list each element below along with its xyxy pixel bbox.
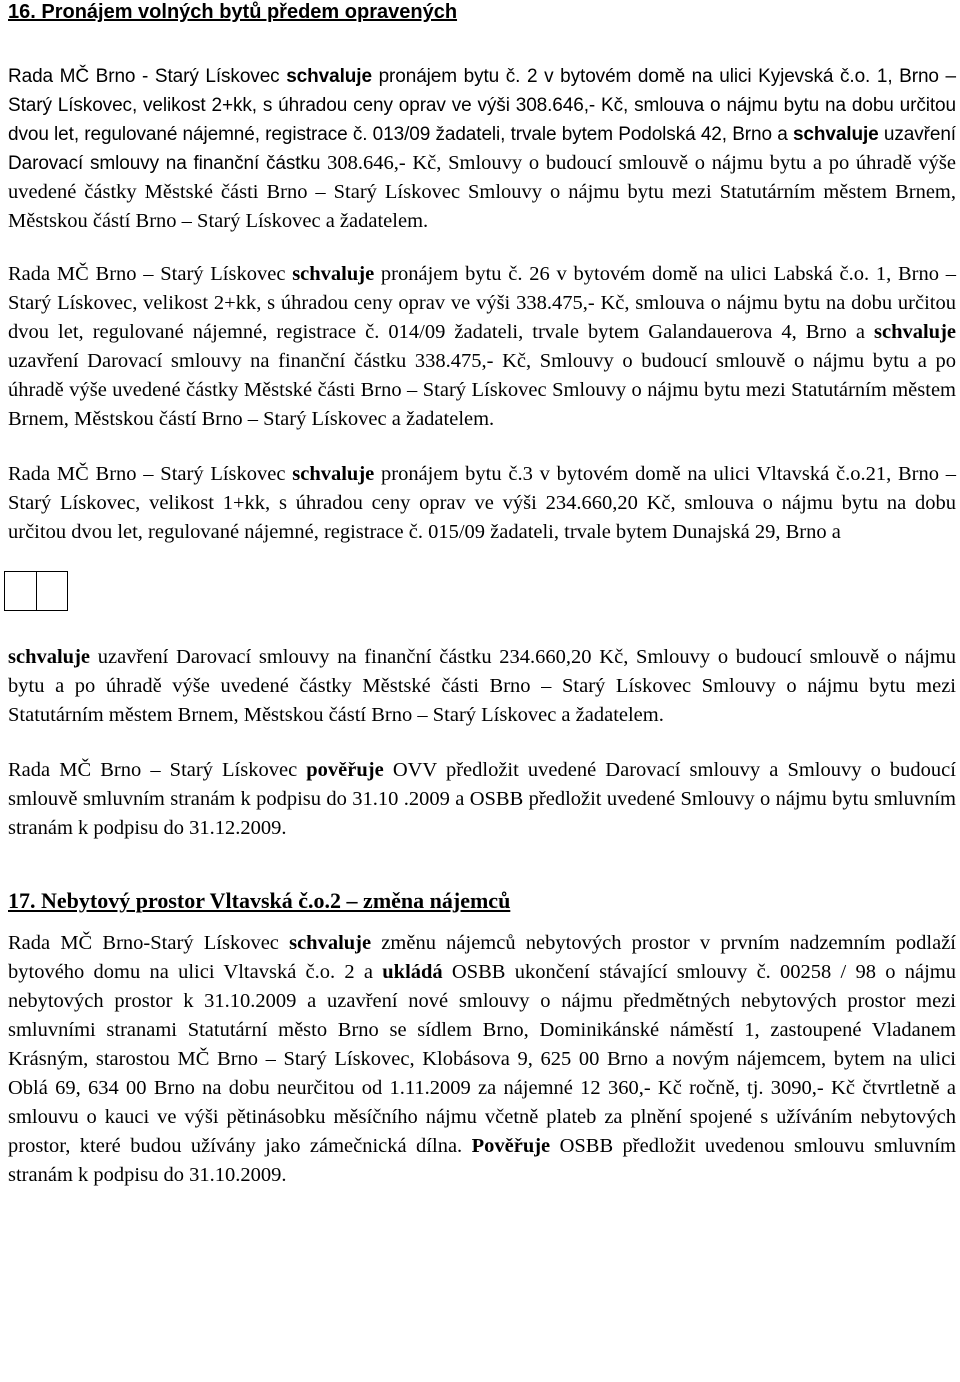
keyword-poveruje: Pověřuje <box>471 1135 551 1157</box>
keyword-schvaluje: schvaluje <box>286 66 372 87</box>
section-16-heading: 16. Pronájem volných bytů předem opravených <box>8 1 458 23</box>
section-16-paragraph-3 <box>8 460 956 547</box>
text-span: Rada MČ Brno-Starý Lískovec <box>8 932 290 954</box>
keyword-poveruje: pověřuje <box>306 759 384 781</box>
keyword-schvaluje: schvaluje <box>289 932 372 954</box>
table-cell <box>5 572 36 610</box>
section-17-heading: 17. Nebytový prostor Vltavská č.o.2 – změna nájemců <box>8 888 511 913</box>
text-span: Rada MČ Brno – Starý Lískovec <box>8 759 307 781</box>
section-16-paragraph-1 <box>8 62 956 236</box>
section-16-paragraph-2 <box>8 260 956 434</box>
text-span: pronájem bytu č. 26 v bytovém domě na ulici Labská č.o. 1, Brno – Starý Lískovec, velikost 2+kk, s úhradou ceny oprav ve výši 338.475,- Kč, smlouva o nájmu bytu na dobu určitou dvou let, regulované nájemné, registrace č. 014/09 žadateli, trvale bytem Galandauerova 4, Brno a <box>8 263 956 343</box>
document-page <box>8 0 956 1190</box>
text-span: OVV předložit uvedené Darovací smlouvy a Smlouvy o budoucí smlouvě smluvním stranám k podpisu do 31.10 .2009 a OSBB předložit uvedené Smlouvy o nájmu bytu smluvním stranám k podpisu do 31.12.2009. <box>8 759 956 839</box>
section-16-paragraph-4 <box>8 643 956 730</box>
text-span: pronájem bytu č.3 v bytovém domě na ulici Vltavská č.o.21, Brno – Starý Lískovec, velikost 1+kk, s úhradou ceny oprav ve výši 234.660,20 Kč, smlouva o nájmu bytu na dobu určitou dvou let, regulované nájemné, registrace č. 015/09 žadateli, trvale bytem Dunajská 29, Brno a <box>8 463 956 543</box>
section-16-paragraph-5 <box>8 756 956 843</box>
section-17-paragraph-1 <box>8 929 956 1190</box>
empty-table-cells <box>4 571 68 611</box>
text-span: OSBB ukončení stávající smlouvy č. 00258 / 98 o nájmu nebytových prostor k 31.10.2009 a uzavření nové smlouvy o nájmu předmětných nebytových prostor mezi smluvními stranami Statutární město Brno se sídlem Brno, Dominikánské náměstí 1, zastoupené Vladanem Krásným, starostou MČ Brno – Starý Lískovec, Klobásova 9, 625 00 Brno a novým nájemcem, bytem na ulici Oblá 69, 634 00 Brno na dobu neurčitou od 1.11.2009 za nájemné 12 360,- Kč ročně, tj. 3090,- Kč čtvrtletně a smlouvu o kauci ve výši pětinásobku měsíčního nájmu včetně plateb za plnění spojené s užíváním nebytových prostor, které budou užívány jako zámečnická dílna. <box>8 961 956 1157</box>
text-span: uzavření Darovací smlouvy na finanční částku <box>8 124 956 174</box>
keyword-schvaluje: schvaluje <box>8 646 90 668</box>
text-span: uzavření Darovací smlouvy na finanční částku 234.660,20 Kč, Smlouvy o budoucí smlouvě o nájmu bytu a po úhradě výše uvedené částky Městské části Brno – Starý Lískovec Smlouvy o nájmu bytu mezi Statutárním městem Brnem, Městskou částí Brno – Starý Lískovec a žadatelem. <box>8 646 956 726</box>
text-span: uzavření Darovací smlouvy na finanční částku 338.475,- Kč, Smlouvy o budoucí smlouvě o nájmu bytu a po úhradě výše uvedené částky Městské části Brno – Starý Lískovec Smlouvy o nájmu bytu mezi Statutárním městem Brnem, Městskou částí Brno – Starý Lískovec a žadatelem. <box>8 350 956 430</box>
keyword-schvaluje: schvaluje <box>874 321 956 343</box>
keyword-uklada: ukládá <box>382 961 443 983</box>
keyword-schvaluje: schvaluje <box>292 463 375 485</box>
text-span: Rada MČ Brno – Starý Lískovec <box>8 263 293 285</box>
keyword-schvaluje: schvaluje <box>792 124 879 145</box>
text-span: Rada MČ Brno - Starý Lískovec <box>8 66 287 87</box>
keyword-schvaluje: schvaluje <box>292 263 375 285</box>
text-span: OSBB předložit uvedenou smlouvu smluvním stranám k podpisu do 31.10.2009. <box>8 1135 956 1186</box>
text-span: pronájem bytu č. 2 v bytovém domě na ulici Kyjevská č.o. 1, Brno – Starý Lískovec, velikost 2+kk, s úhradou ceny oprav ve výši 308.646,- Kč, smlouva o nájmu bytu na dobu určitou dvou let, regulované nájemné, registrace č. 013/09 žadateli, trvale bytem Podolská 42, Brno a <box>8 66 956 145</box>
text-span: 308.646,- Kč, Smlouvy o budoucí smlouvě o nájmu bytu a po úhradě výše uvedené částky Městské části Brno – Starý Lískovec Smlouvy o nájmu bytu mezi Statutárním městem Brnem, Městskou částí Brno – Starý Lískovec a žadatelem. <box>8 152 956 232</box>
text-span: změnu nájemců nebytových prostor v prvním nadzemním podlaží bytového domu na ulici Vltavská č.o. 2 a <box>8 932 956 983</box>
table-cell <box>36 572 68 610</box>
text-span: Rada MČ Brno – Starý Lískovec <box>8 463 293 485</box>
